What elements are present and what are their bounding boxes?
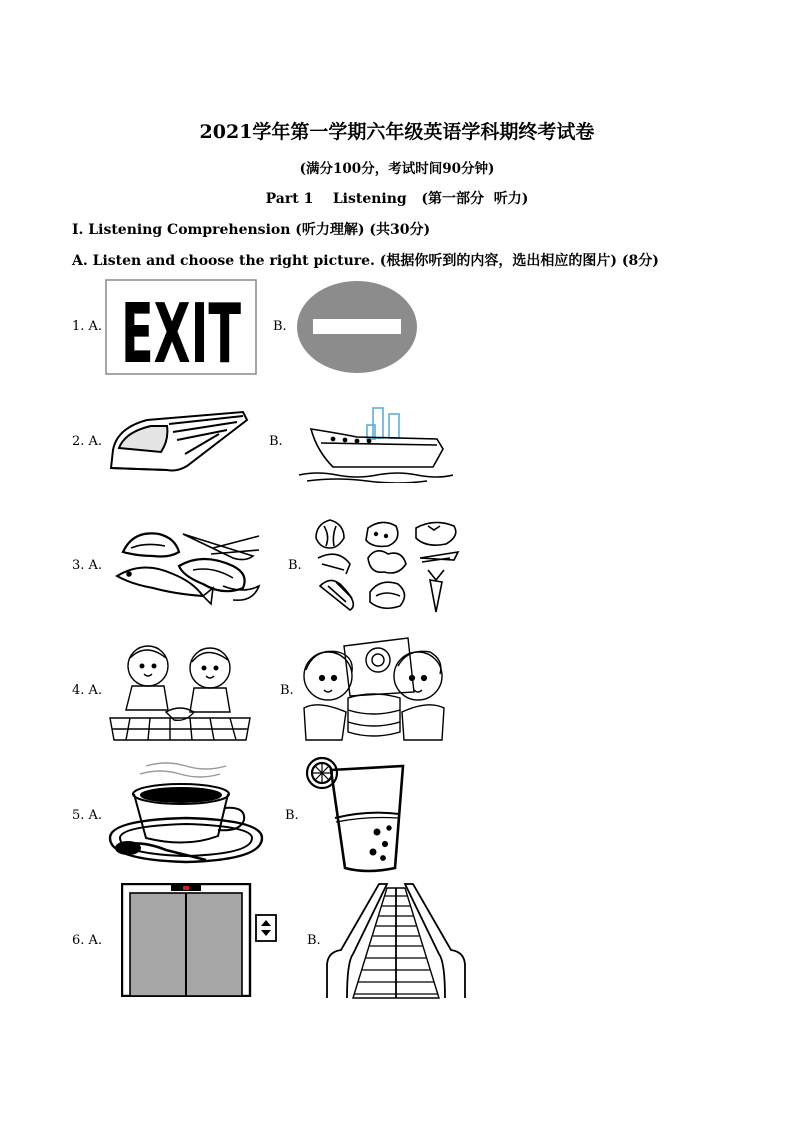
option-1b-label: B. (273, 319, 287, 334)
escalator-icon[interactable] (323, 880, 469, 1000)
option-6a-label: 6. A. (72, 933, 103, 948)
ship-icon[interactable] (297, 405, 453, 483)
section-heading: I. Listening Comprehension (听力理解) (共30分) (72, 222, 431, 238)
option-4b-label: B. (280, 683, 294, 698)
seafood-icon[interactable] (113, 522, 261, 610)
exit-sign-icon[interactable] (105, 279, 257, 375)
instruction: A. Listen and choose the right picture. (根据你听到的内容，选出相应的图片) (8分) (72, 253, 659, 269)
page-title: 2021学年第一学期六年级英语学科期终考试卷 (199, 121, 595, 143)
exam-info: (满分100分，考试时间90分钟) (299, 161, 495, 177)
vegetables-icon[interactable] (310, 514, 462, 614)
exit-sign-text: EXIT (121, 287, 242, 375)
option-6b-label: B. (307, 933, 321, 948)
option-5a-label: 5. A. (72, 808, 103, 823)
option-2a-label: 2. A. (72, 434, 103, 449)
picnic-children-icon[interactable] (106, 640, 254, 746)
coffee-cup-icon[interactable] (106, 756, 268, 876)
option-1a-label: 1. A. (72, 319, 103, 334)
birthday-cake-children-icon[interactable] (298, 636, 448, 744)
no-entry-sign-icon[interactable] (296, 280, 418, 374)
option-2b-label: B. (269, 434, 283, 449)
juice-glass-icon[interactable] (303, 756, 407, 874)
train-icon[interactable] (107, 410, 249, 474)
elevator-icon[interactable] (121, 883, 279, 997)
option-3b-label: B. (288, 558, 302, 573)
option-5b-label: B. (285, 808, 299, 823)
option-3a-label: 3. A. (72, 558, 103, 573)
part-heading: Part 1 Listening (第一部分 听力) (265, 191, 529, 207)
option-4a-label: 4. A. (72, 683, 103, 698)
